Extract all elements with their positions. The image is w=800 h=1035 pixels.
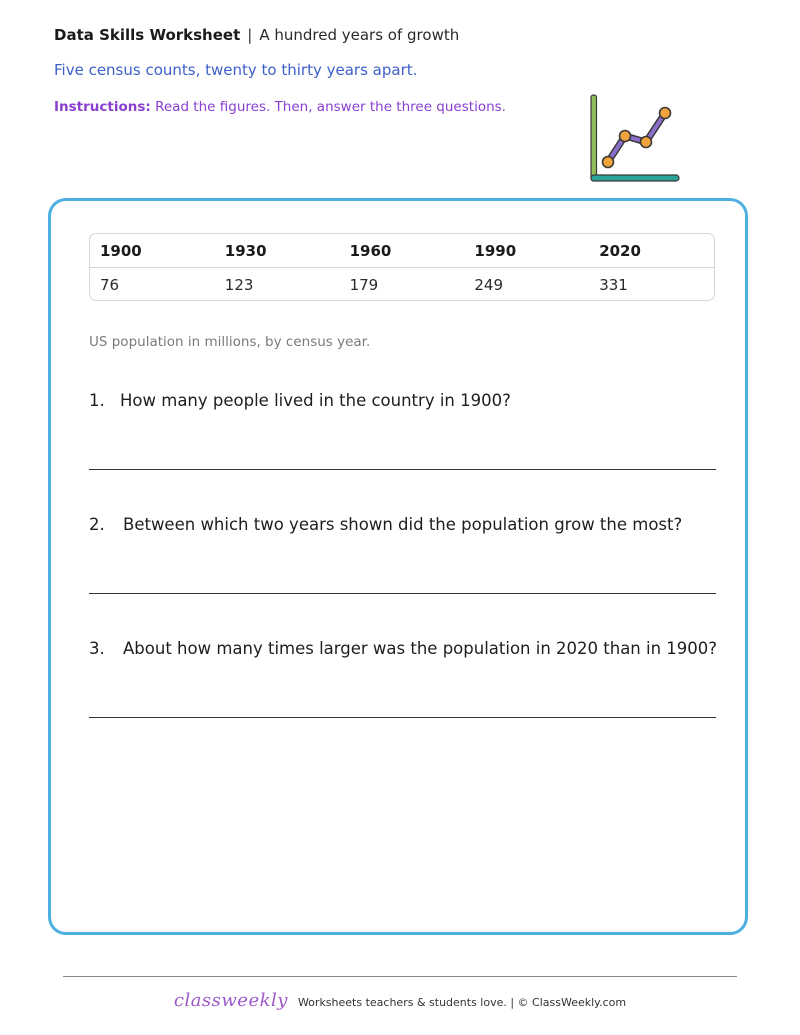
table-header-row bbox=[90, 234, 714, 268]
worksheet-card bbox=[48, 198, 748, 935]
question-number: 1. bbox=[89, 391, 105, 410]
brand-logo: classweekly bbox=[173, 990, 288, 1011]
answer-line-2[interactable] bbox=[89, 593, 716, 594]
table-header-cell: 1900 bbox=[100, 241, 142, 260]
instructions-text: Read the figures. Then, answer the three questions. bbox=[155, 99, 506, 115]
table-header-cell: 1960 bbox=[349, 241, 392, 260]
question-3 bbox=[89, 639, 717, 658]
table-cell: 331 bbox=[599, 275, 628, 294]
table-header-cell: 1990 bbox=[474, 241, 517, 260]
table-caption: US population in millions, by census year. bbox=[89, 334, 371, 350]
question-1 bbox=[89, 391, 511, 410]
question-number: 3. bbox=[89, 639, 105, 658]
header-separator: | bbox=[247, 26, 253, 44]
question-number: 2. bbox=[89, 515, 105, 534]
question-2 bbox=[89, 515, 682, 534]
table-cell: 76 bbox=[100, 275, 120, 294]
worksheet-title: Data Skills Worksheet bbox=[54, 26, 241, 44]
worksheet-header bbox=[54, 26, 459, 44]
footer bbox=[0, 990, 800, 1011]
table-row bbox=[90, 268, 714, 301]
answer-line-1[interactable] bbox=[89, 469, 716, 470]
table-header-cell: 2020 bbox=[599, 241, 641, 260]
footer-text: Worksheets teachers & students love. | © ClassWeekly.com bbox=[297, 996, 627, 1009]
question-text: Between which two years shown did the population grow the most? bbox=[123, 515, 683, 534]
line-chart-icon bbox=[584, 92, 684, 186]
instructions bbox=[54, 99, 506, 115]
table-cell: 123 bbox=[224, 275, 254, 294]
instructions-label: Instructions: bbox=[54, 99, 151, 115]
question-text: About how many times larger was the population in 2020 than in 1900? bbox=[123, 639, 718, 658]
table-cell: 249 bbox=[474, 275, 504, 294]
tagline: Five census counts, twenty to thirty years apart. bbox=[54, 61, 418, 79]
footer-divider bbox=[63, 976, 737, 977]
table-header-cell: 1930 bbox=[224, 241, 267, 260]
population-table bbox=[89, 233, 715, 301]
answer-line-3[interactable] bbox=[89, 717, 716, 718]
question-text: How many people lived in the country in 1900? bbox=[120, 391, 511, 410]
worksheet-subtitle: A hundred years of growth bbox=[259, 26, 460, 44]
table-cell: 179 bbox=[349, 275, 379, 294]
